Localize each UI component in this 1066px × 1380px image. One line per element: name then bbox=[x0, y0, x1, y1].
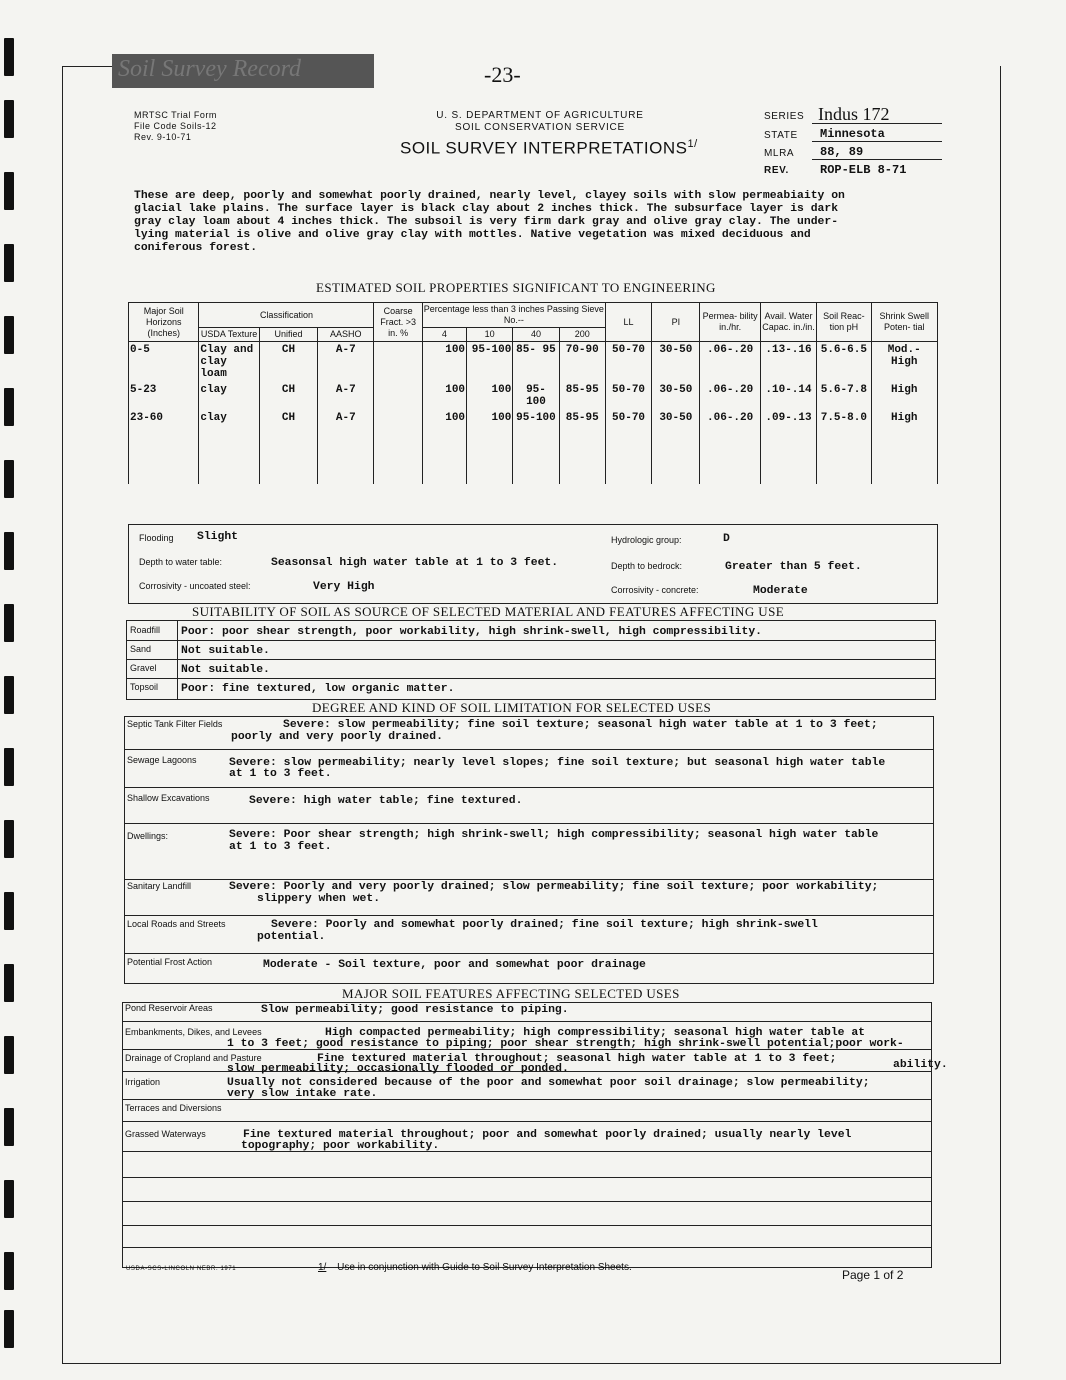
rule-line bbox=[127, 659, 935, 660]
trial-form-line3: Rev. 9-10-71 bbox=[134, 132, 192, 142]
description-2: gray clay loam about 4 inches thick. The subsoil is very firm dark gray and olive gray clay. The under- bbox=[134, 216, 839, 228]
feature-rows-1-label: Embankments, Dikes, and Levees bbox=[125, 1027, 262, 1037]
trial-form-line2: File Code Soils-12 bbox=[134, 121, 217, 131]
binder-hole bbox=[4, 964, 14, 1002]
eng-table-rows-2-coarse bbox=[374, 410, 422, 484]
source-rows-1-label: Sand bbox=[130, 644, 152, 654]
state-value: Minnesota bbox=[820, 127, 885, 141]
limit-rows-1-text2: at 1 to 3 feet. bbox=[229, 768, 332, 780]
eng-table-rows-0-s200: 70-90 bbox=[559, 342, 605, 383]
feature-rows-2-text2: slow permeability; occasionally flooded or ponded. bbox=[227, 1063, 569, 1075]
source-rows-2-text: Not suitable. bbox=[181, 664, 270, 676]
binder-hole bbox=[4, 316, 14, 354]
rule-line bbox=[177, 621, 178, 699]
eng-table-rows-1-perm: .06-.20 bbox=[700, 382, 760, 410]
site-bedrock-label: Depth to bedrock: bbox=[611, 561, 683, 571]
site-flooding-label: Flooding bbox=[139, 533, 174, 543]
eng-table-rows-2-s10: 100 bbox=[467, 410, 513, 484]
eng-table-rows-1-s200: 85-95 bbox=[559, 382, 605, 410]
limit-rows-2-text1: Severe: high water table; fine textured. bbox=[249, 795, 523, 807]
limit-rows-3-label: Dwellings: bbox=[127, 831, 169, 841]
binder-hole bbox=[4, 1108, 14, 1146]
features-table bbox=[122, 1002, 948, 1268]
redacted-stamp-text: Soil Survey Record bbox=[118, 56, 302, 82]
col-sieve-10: 10 bbox=[467, 328, 513, 342]
col-sieve-40: 40 bbox=[513, 328, 559, 342]
feature-rows-5-label: Grassed Waterways bbox=[125, 1129, 206, 1139]
rule-line bbox=[123, 1121, 931, 1122]
state-label: STATE bbox=[764, 130, 798, 141]
feature-rows-3-text1: Usually not considered because of the poor and somewhat poor soil drainage; slow permeability; bbox=[227, 1077, 870, 1089]
eng-table-rows-0-shrink: Mod.- High bbox=[871, 342, 938, 383]
table-row bbox=[129, 410, 938, 484]
col-shrink-swell: Shrink Swell Poten- tial bbox=[871, 303, 938, 342]
source-rows-1-text: Not suitable. bbox=[181, 645, 270, 657]
limit-rows-2-label: Shallow Excavations bbox=[127, 793, 210, 803]
title: SOIL SURVEY INTERPRETATIONS bbox=[400, 138, 688, 158]
mlra-value: 88, 89 bbox=[820, 145, 864, 159]
rule-line bbox=[125, 749, 933, 750]
col-horizons: Major Soil Horizons (Inches) bbox=[129, 303, 199, 342]
source-rows-3-text: Poor: fine textured, low organic matter. bbox=[181, 683, 455, 695]
agency-line1: U. S. DEPARTMENT OF AGRICULTURE bbox=[436, 110, 644, 121]
binder-hole bbox=[4, 1252, 14, 1290]
col-pi: PI bbox=[652, 303, 700, 342]
bedrock-value: Greater than 5 feet. bbox=[725, 561, 862, 573]
binder-hole bbox=[4, 172, 14, 210]
rule-line bbox=[123, 1201, 931, 1202]
eng-table-rows-2-s40: 95-100 bbox=[513, 410, 559, 484]
layout-block bbox=[764, 104, 954, 124]
limit-rows-5-text1: Severe: Poorly and somewhat poorly drained; fine soil texture; high shrink-swell bbox=[271, 919, 818, 931]
layout-block bbox=[764, 142, 954, 160]
hydrologic-group-value: D bbox=[723, 533, 730, 545]
layout-block bbox=[129, 303, 938, 328]
feature-rows-5-text1: Fine textured material throughout; poor and somewhat poorly drained; usually nearly level bbox=[243, 1129, 852, 1141]
site-concrete-label: Corrosivity - concrete: bbox=[611, 585, 699, 595]
binder-hole bbox=[4, 820, 14, 858]
feature-rows-3-label: Irrigation bbox=[125, 1077, 161, 1087]
limit-rows-6-text1: Moderate - Soil texture, poor and somewhat poor drainage bbox=[263, 959, 646, 971]
rule-line bbox=[127, 678, 935, 679]
corrosivity-steel-value: Very High bbox=[313, 581, 375, 593]
eng-table-rows-2-ll: 50-70 bbox=[605, 410, 651, 484]
water-table-value: Seasonsal high water table at 1 to 3 feet. bbox=[271, 557, 559, 569]
eng-table-rows-0-depth: 0-5 bbox=[129, 342, 199, 383]
limit-rows-4-text1: Severe: Poorly and very poorly drained; slow permeability; fine soil texture; poor workability; bbox=[229, 881, 879, 893]
eng-table-rows-2-awc: .09-.13 bbox=[760, 410, 816, 484]
binder-hole bbox=[4, 1180, 14, 1218]
eng-table-rows-1-coarse bbox=[374, 382, 422, 410]
eng-table-rows-2-ph: 7.5-8.0 bbox=[817, 410, 871, 484]
binder-hole bbox=[4, 676, 14, 714]
col-awc: Avail. Water Capac. in./in. bbox=[760, 303, 816, 342]
layout-block bbox=[374, 64, 1000, 68]
eng-table-rows-0-aashto: A-7 bbox=[318, 342, 374, 383]
rule-line bbox=[125, 953, 933, 954]
eng-table-rows-0-coarse bbox=[374, 342, 422, 383]
source-rows-3-label: Topsoil bbox=[130, 682, 159, 692]
flooding-value: Slight bbox=[197, 531, 239, 543]
page-number: -23- bbox=[480, 62, 525, 88]
mlra-label: MLRA bbox=[764, 148, 795, 159]
rev-label: REV. bbox=[764, 165, 789, 176]
eng-table-rows-2-depth: 23-60 bbox=[129, 410, 199, 484]
binder-hole bbox=[4, 604, 14, 642]
feature-rows-1-text2: 1 to 3 feet; good resistance to piping; poor shear strength; high shrink-swell potential;poor work- bbox=[227, 1038, 904, 1050]
feature-rows-0-text1: Slow permeability; good resistance to piping. bbox=[261, 1004, 569, 1016]
feature-rows-4-label: Terraces and Diversions bbox=[125, 1103, 222, 1113]
eng-table-rows-0-s10: 95-100 bbox=[467, 342, 513, 383]
eng-table-rows-1-aashto: A-7 bbox=[318, 382, 374, 410]
description-0: These are deep, poorly and somewhat poorly drained, nearly level, clayey soils with slow permeabiaity on bbox=[134, 190, 845, 202]
eng-table-rows-1-awc: .10-.14 bbox=[760, 382, 816, 410]
site-water-label: Depth to water table: bbox=[139, 557, 223, 567]
rule-line bbox=[125, 879, 933, 880]
site-hydro-label: Hydrologic group: bbox=[611, 535, 682, 545]
source-rows-0-text: Poor: poor shear strength, poor workability, high shrink-swell, high compressibility. bbox=[181, 626, 763, 638]
limit-rows-0-text1: Severe: slow permeability; fine soil texture; seasonal high water table at 1 to 3 feet; bbox=[283, 719, 878, 731]
eng-table-rows-0-s4: 100 bbox=[422, 342, 466, 383]
source-rows-0-label: Roadfill bbox=[130, 625, 161, 635]
eng-table-rows-0-awc: .13-.16 bbox=[760, 342, 816, 383]
features-section-title: MAJOR SOIL FEATURES AFFECTING SELECTED USES bbox=[342, 986, 680, 1001]
binder-hole bbox=[4, 100, 14, 138]
series-value: Indus 172 bbox=[818, 104, 890, 124]
eng-table-rows-2-s4: 100 bbox=[422, 410, 466, 484]
eng-table-rows-0-ph: 5.6-6.5 bbox=[817, 342, 871, 383]
eng-table-rows-2-aashto: A-7 bbox=[318, 410, 374, 484]
footnote bbox=[318, 1262, 632, 1273]
limit-rows-1-label: Sewage Lagoons bbox=[127, 755, 197, 765]
rule-line bbox=[125, 915, 933, 916]
col-aashto: AASHO bbox=[318, 328, 374, 342]
eng-table-rows-1-shrink: High bbox=[871, 382, 938, 410]
source-material-table bbox=[126, 620, 936, 700]
feature-rows-0-label: Pond Reservoir Areas bbox=[125, 1003, 213, 1013]
eng-table-rows-0-s40: 85- 95 bbox=[513, 342, 559, 383]
binder-hole bbox=[4, 388, 14, 426]
col-sieve-4: 4 bbox=[422, 328, 466, 342]
eng-table-rows-1-depth: 5-23 bbox=[129, 382, 199, 410]
description-1: glacial lake plains. The surface layer is black clay about 2 inches thick. The subsurface layer is dark bbox=[134, 203, 839, 215]
rule-line bbox=[125, 823, 933, 824]
eng-table-rows-1-pi: 30-50 bbox=[652, 382, 700, 410]
agency-line2: SOIL CONSERVATION SERVICE bbox=[454, 122, 626, 133]
footer-footnote-mark: 1/ bbox=[318, 1262, 327, 1273]
eng-table-rows-1-ll: 50-70 bbox=[605, 382, 651, 410]
binder-hole bbox=[4, 1310, 14, 1348]
eng-table-rows-1-s40: 95- 100 bbox=[513, 382, 559, 410]
page-indicator: Page 1 of 2 bbox=[842, 1268, 904, 1282]
eng-table-rows-2-unified: CH bbox=[259, 410, 317, 484]
description-4: coniferous forest. bbox=[134, 242, 258, 254]
trial-form-line1: MRTSC Trial Form bbox=[134, 110, 217, 120]
binder-hole bbox=[4, 38, 14, 76]
footer-footnote: Use in conjunction with Guide to Soil Survey Interpretation Sheets. bbox=[337, 1262, 632, 1273]
eng-table-rows-0-usda: Clay and clay loam bbox=[199, 342, 259, 383]
limit-rows-4-text2: slippery when wet. bbox=[257, 893, 381, 905]
col-coarse: Coarse Fract. >3 in. % bbox=[374, 303, 422, 342]
layout-block bbox=[129, 303, 938, 485]
source-section-title: SUITABILITY OF SOIL AS SOURCE OF SELECTED MATERIAL AND FEATURES AFFECTING USE bbox=[192, 604, 785, 619]
col-usda: USDA Texture bbox=[199, 328, 259, 342]
table-row bbox=[129, 342, 938, 383]
col-permeability: Permea- bility in./hr. bbox=[700, 303, 760, 342]
source-rows-2-label: Gravel bbox=[130, 663, 157, 673]
form-title bbox=[400, 138, 698, 159]
layout-block bbox=[764, 160, 954, 178]
site-steel-label: Corrosivity - uncoated steel: bbox=[139, 581, 251, 591]
col-sieve-200: 200 bbox=[559, 328, 605, 342]
feature-rows-3-text2: very slow intake rate. bbox=[227, 1088, 378, 1100]
limit-rows-5-text2: potential. bbox=[257, 931, 326, 943]
feature-rows-2-label: Drainage of Cropland and Pasture bbox=[125, 1053, 262, 1063]
limit-rows-3-text2: at 1 to 3 feet. bbox=[229, 841, 332, 853]
eng-table-rows-0-unified: CH bbox=[259, 342, 317, 383]
rule-line bbox=[123, 1247, 931, 1248]
eng-table-rows-1-s4: 100 bbox=[422, 382, 466, 410]
series-label: SERIES bbox=[764, 111, 805, 122]
limit-rows-1-text1: Severe: slow permeability; nearly level slopes; fine soil texture; but seasonal high water table bbox=[229, 757, 886, 769]
col-reaction: Soil Reac- tion pH bbox=[817, 303, 871, 342]
feature-rows-2-text1: Fine textured material throughout; seasonal high water table at 1 to 3 feet; bbox=[317, 1053, 837, 1065]
limit-rows-5-label: Local Roads and Streets bbox=[127, 919, 226, 929]
binder-hole bbox=[4, 892, 14, 930]
site-properties-box bbox=[128, 524, 938, 604]
eng-table-rows-2-perm: .06-.20 bbox=[700, 410, 760, 484]
eng-table-rows-0-ll: 50-70 bbox=[605, 342, 651, 383]
limitation-section-title: DEGREE AND KIND OF SOIL LIMITATION FOR SELECTED USES bbox=[312, 700, 712, 715]
rule-line bbox=[123, 1225, 931, 1226]
eng-table-rows-0-pi: 30-50 bbox=[652, 342, 700, 383]
eng-table-rows-1-s10: 100 bbox=[467, 382, 513, 410]
eng-table-rows-1-ph: 5.6-7.8 bbox=[817, 382, 871, 410]
binder-hole bbox=[4, 748, 14, 786]
eng-table-rows-1-usda: clay bbox=[199, 382, 259, 410]
table-row bbox=[129, 382, 938, 410]
agency-heading bbox=[400, 110, 680, 134]
rule-line bbox=[125, 787, 933, 788]
series-block bbox=[764, 104, 954, 178]
limitation-table bbox=[124, 716, 934, 984]
eng-table-rows-2-usda: clay bbox=[199, 410, 259, 484]
col-classification: Classification bbox=[199, 303, 374, 328]
rule-line bbox=[123, 1177, 931, 1178]
binder-hole bbox=[4, 460, 14, 498]
feature-rows-2-text3: ability. bbox=[893, 1059, 948, 1071]
limit-rows-3-text1: Severe: Poor shear strength; high shrink-swell; high compressibility; seasonal high water table bbox=[229, 829, 879, 841]
feature-rows-1-text1: High compacted permeability; high compressibility; seasonal high water table at bbox=[325, 1027, 866, 1039]
layout-block bbox=[764, 124, 954, 142]
eng-table-rows-1-unified: CH bbox=[259, 382, 317, 410]
redacted-stamp bbox=[112, 54, 374, 88]
engineering-properties-table bbox=[128, 302, 938, 484]
eng-table-rows-0-perm: .06-.20 bbox=[700, 342, 760, 383]
eng-section-title: ESTIMATED SOIL PROPERTIES SIGNIFICANT TO ENGINEERING bbox=[316, 280, 716, 295]
printer-imprint: USDA-SCS-LINCOLN NEBR. 1971 bbox=[126, 1266, 237, 1272]
eng-table-rows-2-s200: 85-95 bbox=[559, 410, 605, 484]
eng-table-rows-2-pi: 30-50 bbox=[652, 410, 700, 484]
col-ll: LL bbox=[605, 303, 651, 342]
binder-hole bbox=[4, 532, 14, 570]
rule-line bbox=[123, 1021, 931, 1022]
col-unified: Unified bbox=[259, 328, 317, 342]
title-footnote: 1/ bbox=[687, 138, 698, 150]
soil-description bbox=[134, 190, 845, 255]
limit-rows-6-label: Potential Frost Action bbox=[127, 957, 213, 967]
binder-hole bbox=[4, 244, 14, 282]
eng-table-rows-2-shrink: High bbox=[871, 410, 938, 484]
description-3: lying material is olive and olive gray clay with mottles. Native vegetation was mixed deciduous and bbox=[134, 229, 811, 241]
limit-rows-4-label: Sanitary Landfill bbox=[127, 881, 192, 891]
feature-rows-5-text2: topography; poor workability. bbox=[241, 1140, 440, 1152]
corrosivity-concrete-value: Moderate bbox=[753, 585, 808, 597]
limit-rows-0-label: Septic Tank Filter Fields bbox=[127, 719, 223, 729]
binder-hole bbox=[4, 1036, 14, 1074]
rev-value: ROP-ELB 8-71 bbox=[820, 163, 907, 177]
rule-line bbox=[127, 640, 935, 641]
trial-form-label bbox=[134, 110, 217, 143]
col-passing: Percentage less than 3 inches Passing Sieve No.-- bbox=[422, 303, 605, 328]
limit-rows-0-text2: poorly and very poorly drained. bbox=[231, 731, 443, 743]
